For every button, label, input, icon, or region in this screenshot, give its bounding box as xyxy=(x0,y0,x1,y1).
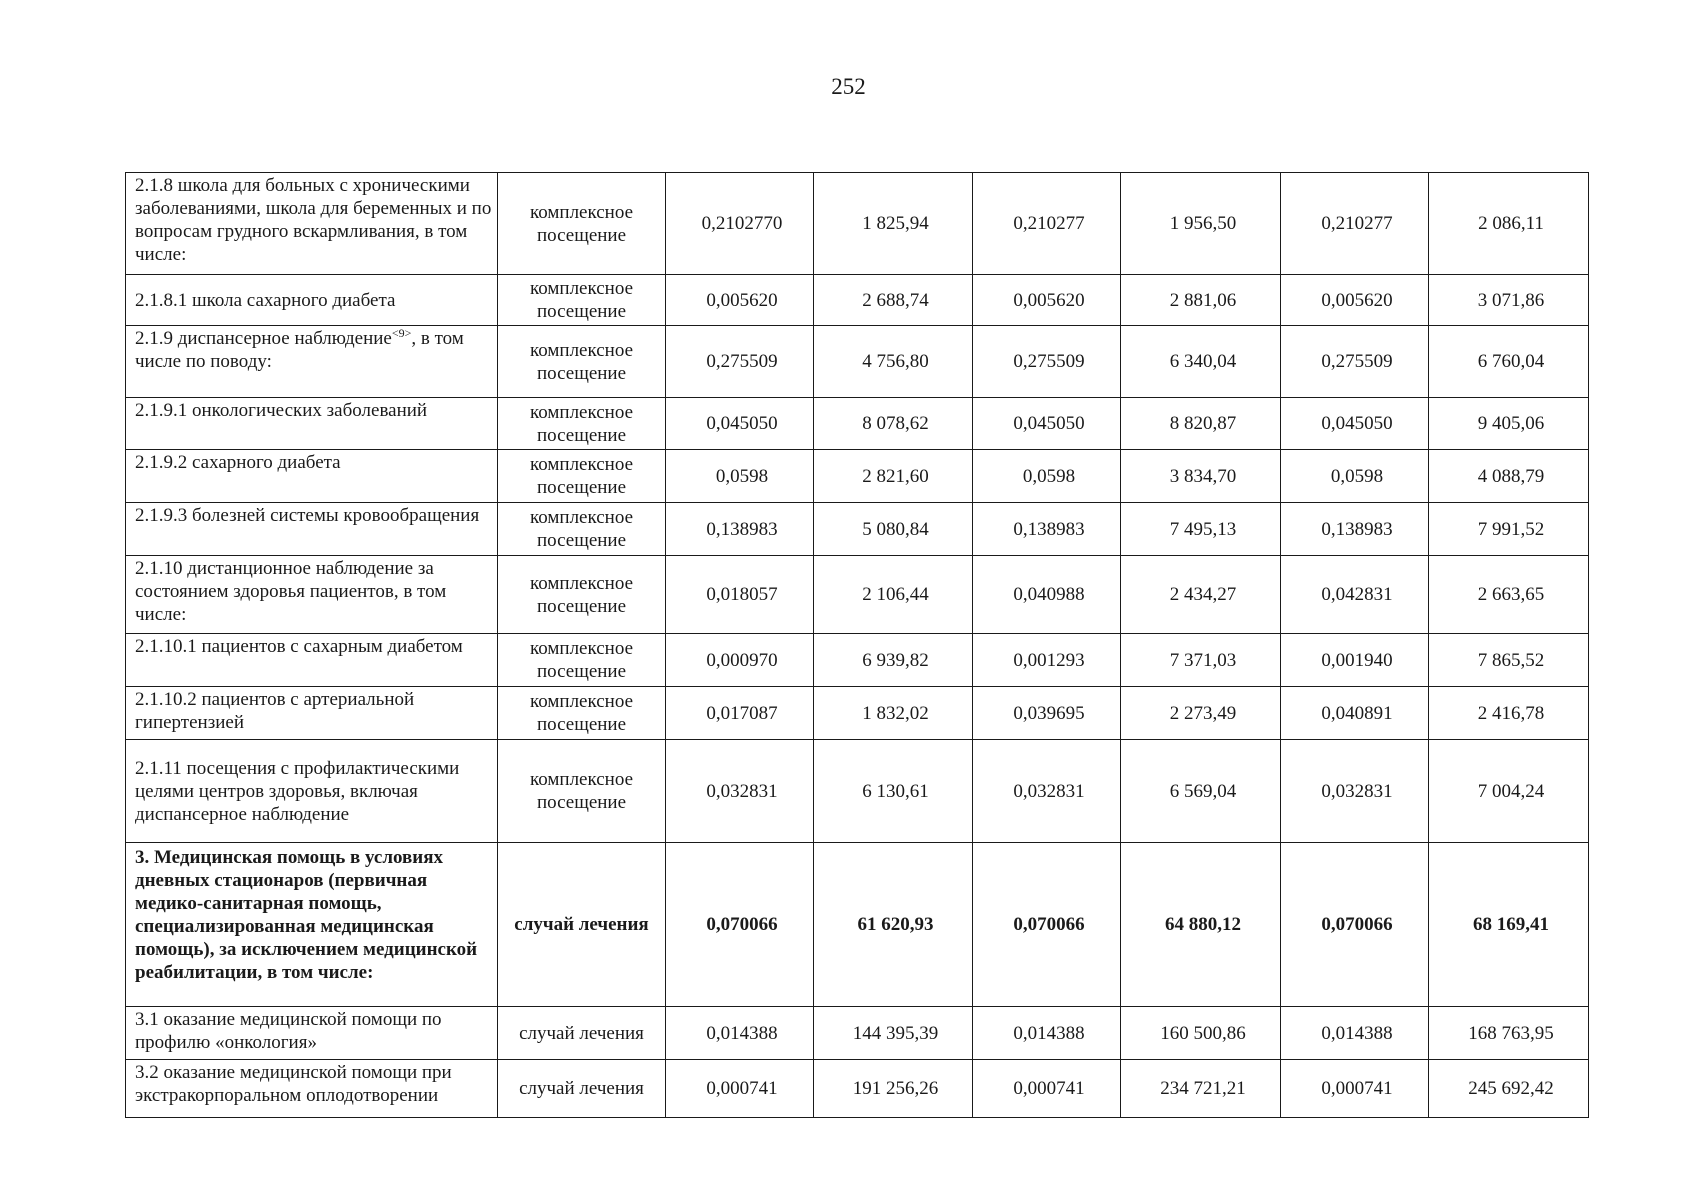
value-cell: 0,040891 xyxy=(1281,687,1429,740)
value-cell: 0,0598 xyxy=(1281,450,1429,503)
value-cell: 7 004,24 xyxy=(1429,740,1589,843)
value-cell: 0,014388 xyxy=(666,1007,814,1060)
value-cell: 4 088,79 xyxy=(1429,450,1589,503)
value-cell: 168 763,95 xyxy=(1429,1007,1589,1060)
value-cell: 0,014388 xyxy=(973,1007,1121,1060)
value-cell: 0,0598 xyxy=(973,450,1121,503)
value-cell: 9 405,06 xyxy=(1429,398,1589,450)
value-cell: 144 395,39 xyxy=(814,1007,973,1060)
unit-cell: комплексное посещение xyxy=(498,556,666,634)
value-cell: 2 821,60 xyxy=(814,450,973,503)
value-cell: 0,039695 xyxy=(973,687,1121,740)
row-name: 2.1.9.1 онкологических заболеваний xyxy=(126,398,498,450)
value-cell: 0,005620 xyxy=(1281,275,1429,326)
value-cell: 61 620,93 xyxy=(814,843,973,1007)
value-cell: 68 169,41 xyxy=(1429,843,1589,1007)
table-row xyxy=(126,326,1589,398)
value-cell: 0,045050 xyxy=(973,398,1121,450)
value-cell: 2 416,78 xyxy=(1429,687,1589,740)
table-row xyxy=(126,634,1589,687)
value-cell: 0,000741 xyxy=(973,1060,1121,1118)
unit-cell: комплексное посещение xyxy=(498,326,666,398)
value-cell: 6 569,04 xyxy=(1121,740,1281,843)
value-cell: 1 832,02 xyxy=(814,687,973,740)
row-name: 2.1.10.2 пациентов с артериальной гипертензией xyxy=(126,687,498,740)
row-name: 3.1 оказание медицинской помощи по профилю «онкология» xyxy=(126,1007,498,1060)
value-cell: 2 273,49 xyxy=(1121,687,1281,740)
unit-cell: комплексное посещение xyxy=(498,275,666,326)
value-cell: 245 692,42 xyxy=(1429,1060,1589,1118)
value-cell: 0,275509 xyxy=(973,326,1121,398)
table-row xyxy=(126,687,1589,740)
row-name: 2.1.8 школа для больных с хроническими заболеваниями, школа для беременных и по вопросам грудного вскармливания, в том числе: xyxy=(126,173,498,275)
value-cell: 2 434,27 xyxy=(1121,556,1281,634)
value-cell: 0,000970 xyxy=(666,634,814,687)
value-cell: 0,138983 xyxy=(666,503,814,556)
value-cell: 0,070066 xyxy=(973,843,1121,1007)
value-cell: 6 760,04 xyxy=(1429,326,1589,398)
row-name: 2.1.8.1 школа сахарного диабета xyxy=(126,275,498,326)
value-cell: 4 756,80 xyxy=(814,326,973,398)
value-cell: 0,000741 xyxy=(666,1060,814,1118)
value-cell: 6 939,82 xyxy=(814,634,973,687)
value-cell: 2 688,74 xyxy=(814,275,973,326)
row-name: 3.2 оказание медицинской помощи при экстракорпоральном оплодотворении xyxy=(126,1060,498,1118)
value-cell: 2 881,06 xyxy=(1121,275,1281,326)
value-cell: 0,045050 xyxy=(1281,398,1429,450)
row-name: 3. Медицинская помощь в условиях дневных стационаров (первичная медико-санитарная помощь, специализированная медицинская помощь), за исключением медицинской реабилитации, в том числе: xyxy=(126,843,498,1007)
value-cell: 0,2102770 xyxy=(666,173,814,275)
value-cell: 191 256,26 xyxy=(814,1060,973,1118)
value-cell: 0,138983 xyxy=(973,503,1121,556)
value-cell: 3 071,86 xyxy=(1429,275,1589,326)
value-cell: 0,210277 xyxy=(973,173,1121,275)
value-cell: 0,040988 xyxy=(973,556,1121,634)
unit-cell: комплексное посещение xyxy=(498,173,666,275)
value-cell: 234 721,21 xyxy=(1121,1060,1281,1118)
value-cell: 0,042831 xyxy=(1281,556,1429,634)
row-name xyxy=(126,326,498,398)
unit-cell: комплексное посещение xyxy=(498,634,666,687)
row-name: 2.1.9.2 сахарного диабета xyxy=(126,450,498,503)
value-cell: 0,275509 xyxy=(666,326,814,398)
value-cell: 7 865,52 xyxy=(1429,634,1589,687)
unit-cell: комплексное посещение xyxy=(498,398,666,450)
value-cell: 6 130,61 xyxy=(814,740,973,843)
table-row xyxy=(126,556,1589,634)
value-cell: 0,014388 xyxy=(1281,1007,1429,1060)
tariff-table xyxy=(125,172,1589,1118)
row-name: 2.1.10.1 пациентов с сахарным диабетом xyxy=(126,634,498,687)
value-cell: 5 080,84 xyxy=(814,503,973,556)
value-cell: 1 956,50 xyxy=(1121,173,1281,275)
value-cell: 0,001293 xyxy=(973,634,1121,687)
table-row xyxy=(126,275,1589,326)
value-cell: 0,045050 xyxy=(666,398,814,450)
row-name: 2.1.11 посещения с профилактическими целями центров здоровья, включая диспансерное наблюдение xyxy=(126,740,498,843)
table-row xyxy=(126,1060,1589,1118)
value-cell: 2 663,65 xyxy=(1429,556,1589,634)
value-cell: 0,032831 xyxy=(973,740,1121,843)
value-cell: 160 500,86 xyxy=(1121,1007,1281,1060)
row-name: 2.1.10 дистанционное наблюдение за состоянием здоровья пациентов, в том числе: xyxy=(126,556,498,634)
unit-cell: случай лечения xyxy=(498,1060,666,1118)
row-name-text: 2.1.9 диспансерное наблюдение xyxy=(135,328,392,349)
value-cell: 0,018057 xyxy=(666,556,814,634)
table-row xyxy=(126,450,1589,503)
table-row xyxy=(126,503,1589,556)
value-cell: 1 825,94 xyxy=(814,173,973,275)
value-cell: 0,005620 xyxy=(973,275,1121,326)
table-row xyxy=(126,173,1589,275)
value-cell: 0,032831 xyxy=(666,740,814,843)
table-row-section-3 xyxy=(126,843,1589,1007)
value-cell: 8 078,62 xyxy=(814,398,973,450)
value-cell: 0,070066 xyxy=(1281,843,1429,1007)
value-cell: 7 495,13 xyxy=(1121,503,1281,556)
row-name-tail: , в том числе по поводу: xyxy=(135,328,464,372)
value-cell: 7 371,03 xyxy=(1121,634,1281,687)
value-cell: 2 106,44 xyxy=(814,556,973,634)
value-cell: 0,005620 xyxy=(666,275,814,326)
value-cell: 0,001940 xyxy=(1281,634,1429,687)
value-cell: 6 340,04 xyxy=(1121,326,1281,398)
table-row xyxy=(126,398,1589,450)
table-row xyxy=(126,740,1589,843)
value-cell: 0,017087 xyxy=(666,687,814,740)
unit-cell: случай лечения xyxy=(498,843,666,1007)
page-number: 252 xyxy=(831,74,866,99)
value-cell: 0,032831 xyxy=(1281,740,1429,843)
value-cell: 2 086,11 xyxy=(1429,173,1589,275)
value-cell: 0,275509 xyxy=(1281,326,1429,398)
value-cell: 64 880,12 xyxy=(1121,843,1281,1007)
unit-cell: комплексное посещение xyxy=(498,450,666,503)
unit-cell: комплексное посещение xyxy=(498,503,666,556)
value-cell: 3 834,70 xyxy=(1121,450,1281,503)
value-cell: 0,138983 xyxy=(1281,503,1429,556)
unit-cell: комплексное посещение xyxy=(498,687,666,740)
value-cell: 0,000741 xyxy=(1281,1060,1429,1118)
value-cell: 0,0598 xyxy=(666,450,814,503)
value-cell: 8 820,87 xyxy=(1121,398,1281,450)
table-row xyxy=(126,1007,1589,1060)
value-cell: 0,210277 xyxy=(1281,173,1429,275)
value-cell: 7 991,52 xyxy=(1429,503,1589,556)
value-cell: 0,070066 xyxy=(666,843,814,1007)
unit-cell: случай лечения xyxy=(498,1007,666,1060)
unit-cell: комплексное посещение xyxy=(498,740,666,843)
footnote-marker: <9> xyxy=(391,326,412,340)
row-name: 2.1.9.3 болезней системы кровообращения xyxy=(126,503,498,556)
